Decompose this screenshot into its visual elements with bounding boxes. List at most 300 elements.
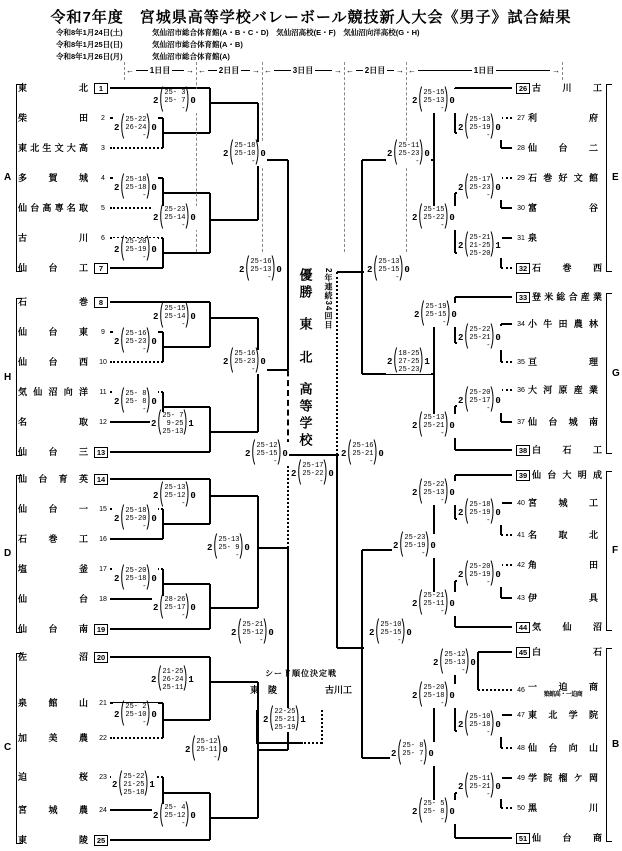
score-loser-sets: 0 bbox=[260, 149, 266, 159]
day-label: 3日目 bbox=[292, 65, 314, 75]
team-row bbox=[514, 172, 614, 184]
set-scores: ( 25-10 25-15 - ) bbox=[379, 621, 401, 645]
team-name: 伊具 bbox=[528, 593, 598, 603]
group-label: H bbox=[4, 372, 12, 383]
bracket-line bbox=[336, 455, 338, 648]
set-scores: ( 25-20 25-19 - ) bbox=[124, 238, 146, 262]
team-row bbox=[18, 804, 110, 816]
score-loser-sets: 1 bbox=[300, 715, 306, 725]
set-scores: ( 28-26 25-17 - ) bbox=[163, 596, 185, 620]
team-row bbox=[514, 802, 614, 814]
score-loser-sets: 0 bbox=[495, 508, 501, 518]
team-number: 16 bbox=[99, 535, 107, 543]
champion-column bbox=[296, 268, 314, 450]
bracket-line bbox=[209, 479, 211, 524]
team-number: 18 bbox=[99, 595, 107, 603]
match-score bbox=[413, 303, 458, 327]
arrow-left-icon: ← bbox=[346, 65, 354, 75]
team-row bbox=[514, 82, 614, 94]
team-name: 仙台工 bbox=[18, 263, 88, 273]
team-row bbox=[18, 416, 110, 428]
team-name: 大河原産業 bbox=[528, 385, 598, 395]
team-name: 佐沼 bbox=[18, 652, 88, 662]
score-loser-sets: 0 bbox=[449, 691, 455, 701]
set-scores: ( 25-17 25-23 - ) bbox=[468, 176, 490, 200]
score-winner-sets: 2 bbox=[458, 183, 464, 193]
match-score bbox=[184, 738, 229, 762]
bracket-line bbox=[110, 737, 163, 739]
score-winner-sets: 2 bbox=[153, 603, 159, 613]
team-name: 気仙沼 bbox=[532, 622, 602, 632]
set-scores: ( 25-16 25-23 - ) bbox=[124, 330, 146, 354]
team-number: 34 bbox=[517, 320, 525, 328]
team-row bbox=[514, 291, 614, 303]
score-loser-sets: 0 bbox=[222, 745, 228, 755]
schedule-row bbox=[56, 27, 419, 39]
team-number: 7 bbox=[94, 263, 108, 274]
bracket-line bbox=[501, 777, 512, 779]
set-scores: ( 25-12 25-15 - ) bbox=[255, 442, 277, 466]
match-score bbox=[390, 742, 435, 766]
score-loser-sets: 0 bbox=[424, 149, 430, 159]
team-name: 石巻工 bbox=[18, 534, 88, 544]
score-winner-sets: 2 bbox=[114, 123, 120, 133]
team-number: 23 bbox=[99, 773, 107, 781]
group-bracket bbox=[16, 475, 17, 633]
schedule-date: 令和8年1月24日(土) bbox=[56, 28, 123, 37]
team-name: 仙台向山 bbox=[528, 743, 598, 753]
score-winner-sets: 2 bbox=[114, 183, 120, 193]
score-loser-sets: 0 bbox=[151, 245, 157, 255]
bracket-line bbox=[337, 647, 364, 649]
team-number: 15 bbox=[99, 505, 107, 513]
bracket-line bbox=[287, 455, 289, 648]
match-score bbox=[411, 481, 456, 505]
team-name: 学院榴ケ岡 bbox=[528, 773, 598, 783]
bracket-line bbox=[163, 192, 210, 194]
team-number: 1 bbox=[94, 83, 108, 94]
bracket-line bbox=[288, 454, 339, 456]
bracket-line bbox=[210, 219, 258, 221]
bracket-line bbox=[501, 207, 512, 209]
team-name: 角田 bbox=[528, 560, 598, 570]
match-score bbox=[457, 501, 502, 525]
match-score bbox=[113, 507, 158, 531]
schedule bbox=[56, 27, 419, 63]
bracket-line bbox=[501, 267, 512, 269]
set-scores: ( 25- 7 9-25 25-13 ) bbox=[161, 412, 183, 436]
team-name: 東北学院 bbox=[528, 710, 598, 720]
team-name: 塩釜 bbox=[18, 564, 88, 574]
team-name: 富谷 bbox=[528, 203, 598, 213]
match-score bbox=[152, 89, 197, 113]
team-name: 多賀城 bbox=[18, 173, 88, 183]
team-row bbox=[514, 444, 614, 456]
team-number: 49 bbox=[517, 774, 525, 782]
bracket-line bbox=[110, 361, 163, 363]
score-loser-sets: 0 bbox=[495, 782, 501, 792]
bracket-line bbox=[337, 271, 364, 273]
schedule-row bbox=[56, 51, 419, 63]
match-score bbox=[113, 390, 158, 414]
set-scores: ( 25-22 21-25 25-18 ) bbox=[122, 773, 144, 797]
team-number: 40 bbox=[517, 499, 525, 507]
score-winner-sets: 2 bbox=[367, 265, 373, 275]
team-row bbox=[18, 142, 110, 154]
score-loser-sets: 0 bbox=[244, 543, 250, 553]
score-winner-sets: 2 bbox=[412, 599, 418, 609]
bracket-line bbox=[501, 534, 512, 536]
team-name: 気仙沼向洋 bbox=[18, 387, 88, 397]
score-loser-sets: 0 bbox=[268, 628, 274, 638]
bracket-line bbox=[163, 583, 210, 585]
score-winner-sets: 2 bbox=[114, 710, 120, 720]
bracket-line bbox=[163, 132, 210, 134]
bracket-line bbox=[256, 710, 258, 744]
match-score bbox=[392, 534, 437, 558]
arrow-left-icon: ← bbox=[264, 65, 272, 75]
team-number: 47 bbox=[517, 711, 525, 719]
score-loser-sets: 0 bbox=[282, 449, 288, 459]
match-score bbox=[113, 238, 158, 262]
team-row bbox=[18, 771, 110, 783]
team-number: 36 bbox=[517, 386, 525, 394]
score-loser-sets: 0 bbox=[430, 541, 436, 551]
match-score bbox=[222, 350, 267, 374]
bracket-line bbox=[163, 719, 210, 721]
score-winner-sets: 2 bbox=[458, 570, 464, 580]
set-scores: ( 25-18 25-19 - ) bbox=[468, 501, 490, 525]
bracket-line bbox=[110, 839, 210, 841]
score-loser-sets: 0 bbox=[470, 658, 476, 668]
score-winner-sets: 2 bbox=[412, 807, 418, 817]
score-loser-sets: 0 bbox=[190, 603, 196, 613]
bracket-line bbox=[501, 177, 512, 179]
team-combined-note: 築館高・一迫商 bbox=[543, 692, 583, 698]
bracket-line bbox=[110, 451, 210, 453]
team-name: 仙台二 bbox=[528, 143, 598, 153]
match-score bbox=[152, 206, 197, 230]
set-scores: ( 25- 4 25-12 - ) bbox=[163, 804, 185, 828]
score-winner-sets: 2 bbox=[414, 310, 420, 320]
team-name: 宮城農 bbox=[18, 805, 88, 815]
team-number: 29 bbox=[517, 174, 525, 182]
group-bracket bbox=[16, 298, 17, 456]
set-scores: ( 25-21 25-12 - ) bbox=[241, 621, 263, 645]
day-separator-line bbox=[562, 62, 563, 80]
day-label: 1日目 bbox=[149, 65, 171, 75]
team-row bbox=[514, 684, 614, 696]
team-number: 37 bbox=[517, 418, 525, 426]
set-scores: ( 22-25 25-21 25-19 ) bbox=[273, 708, 295, 732]
day-segment bbox=[346, 64, 404, 76]
team-number: 51 bbox=[516, 833, 530, 844]
set-scores: ( 25- 8 25- 7 - ) bbox=[401, 742, 423, 766]
set-scores: ( 25-16 25-21 - ) bbox=[351, 442, 373, 466]
team-number: 41 bbox=[517, 531, 525, 539]
group-label: F bbox=[612, 545, 619, 556]
bracket-line bbox=[455, 87, 512, 89]
score-winner-sets: 2 bbox=[263, 715, 269, 725]
team-row bbox=[18, 232, 110, 244]
match-score bbox=[457, 176, 502, 200]
team-name: 登米総合産業 bbox=[532, 292, 602, 302]
set-scores: ( 25-23 25-19 - ) bbox=[403, 534, 425, 558]
bracket-line bbox=[257, 496, 259, 608]
score-loser-sets: 0 bbox=[190, 96, 196, 106]
team-name: 仙台城南 bbox=[528, 417, 598, 427]
score-winner-sets: 2 bbox=[458, 782, 464, 792]
team-number: 32 bbox=[516, 263, 530, 274]
team-number: 22 bbox=[99, 734, 107, 742]
score-winner-sets: 2 bbox=[153, 811, 159, 821]
team-row bbox=[514, 621, 614, 633]
set-scores: ( 25-18 25-20 - ) bbox=[124, 507, 146, 531]
score-winner-sets: 2 bbox=[153, 312, 159, 322]
score-winner-sets: 2 bbox=[458, 333, 464, 343]
team-name: 白石 bbox=[532, 647, 602, 657]
score-loser-sets: 0 bbox=[449, 421, 455, 431]
bracket-line bbox=[455, 626, 512, 628]
match-score bbox=[111, 773, 156, 797]
score-loser-sets: 0 bbox=[151, 183, 157, 193]
day-separator-line bbox=[124, 62, 125, 80]
group-bracket bbox=[606, 471, 607, 631]
match-score bbox=[368, 621, 413, 645]
arrow-left-icon: ← bbox=[408, 65, 416, 75]
team-name: 仙台高専名取 bbox=[18, 203, 88, 213]
score-loser-sets: 0 bbox=[328, 469, 334, 479]
team-name: 東陵 bbox=[18, 835, 88, 845]
bracket-line bbox=[210, 102, 258, 104]
bracket-line bbox=[361, 160, 363, 374]
team-number: 26 bbox=[516, 83, 530, 94]
set-scores: ( 21-25 26-24 25-11 ) bbox=[161, 668, 183, 692]
team-name: 名取 bbox=[18, 417, 88, 427]
team-number: 30 bbox=[517, 204, 525, 212]
set-scores: ( 25-15 25-14 - ) bbox=[163, 305, 185, 329]
set-scores: ( 25-15 25-13 - ) bbox=[422, 89, 444, 113]
set-scores: ( 25-21 25-11 - ) bbox=[422, 592, 444, 616]
score-winner-sets: 2 bbox=[185, 745, 191, 755]
bracket-line bbox=[501, 502, 512, 504]
team-row bbox=[514, 529, 614, 541]
team-row bbox=[514, 832, 614, 844]
team-name: 東北生文大高 bbox=[18, 143, 88, 153]
bracket-line bbox=[163, 523, 210, 525]
score-loser-sets: 0 bbox=[495, 183, 501, 193]
score-winner-sets: 2 bbox=[153, 213, 159, 223]
set-scores: ( 25-10 25-18 - ) bbox=[468, 713, 490, 737]
team-row bbox=[18, 473, 110, 485]
score-winner-sets: 2 bbox=[458, 396, 464, 406]
score-winner-sets: 2 bbox=[391, 749, 397, 759]
match-score bbox=[457, 116, 502, 140]
team-row bbox=[514, 497, 614, 509]
team-row bbox=[514, 356, 614, 368]
score-loser-sets: 1 bbox=[188, 419, 194, 429]
team-name: 宮城工 bbox=[528, 498, 598, 508]
team-name: 仙台育英 bbox=[18, 474, 88, 484]
match-score bbox=[262, 708, 307, 732]
score-winner-sets: 2 bbox=[114, 514, 120, 524]
match-score bbox=[457, 713, 502, 737]
team-name: 石巻好文館 bbox=[528, 173, 598, 183]
team-row bbox=[18, 732, 110, 744]
match-score bbox=[411, 206, 456, 230]
bracket-line bbox=[501, 564, 512, 566]
match-score bbox=[340, 442, 385, 466]
bracket-line bbox=[478, 651, 512, 653]
team-number: 14 bbox=[94, 474, 108, 485]
set-scores: ( 25- 8 25- 8 - ) bbox=[124, 390, 146, 414]
score-loser-sets: 0 bbox=[190, 491, 196, 501]
set-scores: ( 25-11 25-23 - ) bbox=[397, 142, 419, 166]
team-row bbox=[514, 112, 614, 124]
bracket-line bbox=[501, 323, 512, 325]
score-winner-sets: 2 bbox=[412, 691, 418, 701]
set-scores: ( 25-17 25-22 - ) bbox=[301, 462, 323, 486]
team-row bbox=[18, 533, 110, 545]
bracket-line bbox=[501, 237, 512, 239]
team-number: 43 bbox=[517, 594, 525, 602]
score-loser-sets: 0 bbox=[276, 265, 282, 275]
team-row bbox=[514, 262, 614, 274]
score-winner-sets: 2 bbox=[114, 245, 120, 255]
score-loser-sets: 0 bbox=[495, 123, 501, 133]
bracket-line bbox=[501, 714, 512, 716]
seed-match-title: シード順位決定戦 bbox=[265, 669, 337, 678]
set-scores: ( 25-13 25-12 - ) bbox=[163, 484, 185, 508]
score-loser-sets: 0 bbox=[449, 213, 455, 223]
set-scores: ( 25- 3 25- 7 - ) bbox=[163, 89, 185, 113]
team-number: 12 bbox=[99, 418, 107, 426]
team-row bbox=[514, 559, 614, 571]
score-loser-sets: 1 bbox=[149, 780, 155, 790]
bracket-line bbox=[501, 361, 512, 363]
set-scores: ( 25-12 25-11 - ) bbox=[195, 738, 217, 762]
champion-name: 高等学校 bbox=[297, 381, 313, 450]
team-number: 4 bbox=[101, 174, 105, 182]
schedule-venues: 気仙沼市総合体育館(A・B・C・D) 気仙沼高校(E・F) 気仙沼向洋高校(G・H) bbox=[152, 28, 420, 37]
bracket-line bbox=[257, 742, 301, 744]
team-row bbox=[514, 202, 614, 214]
set-scores: ( 25- 5 25- 8 - ) bbox=[422, 800, 444, 824]
match-score bbox=[432, 651, 477, 675]
team-row bbox=[18, 356, 110, 368]
day-label: 1日目 bbox=[473, 65, 495, 75]
arrow-right-icon: → bbox=[186, 65, 195, 75]
bracket-line bbox=[210, 495, 258, 497]
bracket-line bbox=[209, 302, 211, 347]
score-loser-sets: 0 bbox=[495, 333, 501, 343]
score-winner-sets: 2 bbox=[458, 720, 464, 730]
score-loser-sets: 0 bbox=[406, 628, 412, 638]
team-name: 泉 bbox=[528, 233, 538, 243]
bracket-line bbox=[501, 389, 512, 391]
day-label: 2日目 bbox=[218, 65, 240, 75]
match-score bbox=[113, 567, 158, 591]
seed-match-team-left: 東 陵 bbox=[250, 685, 278, 695]
team-number: 28 bbox=[517, 144, 525, 152]
champion-label: 優勝 bbox=[297, 268, 313, 302]
team-number: 17 bbox=[99, 565, 107, 573]
score-loser-sets: 0 bbox=[449, 807, 455, 817]
schedule-venues: 気仙沼市総合体育館(A・B) bbox=[152, 40, 243, 49]
team-row bbox=[18, 202, 110, 214]
seed-ranking-match bbox=[246, 668, 356, 696]
team-name: 仙台商 bbox=[532, 833, 602, 843]
team-row bbox=[18, 651, 110, 663]
team-row bbox=[18, 386, 110, 398]
score-winner-sets: 2 bbox=[412, 213, 418, 223]
set-scores: ( 25-16 25-23 - ) bbox=[233, 350, 255, 374]
team-number: 6 bbox=[101, 234, 105, 242]
match-score bbox=[150, 412, 195, 436]
team-number: 31 bbox=[517, 234, 525, 242]
set-scores: ( 25-16 25-13 - ) bbox=[249, 258, 271, 282]
bracket-line bbox=[163, 346, 210, 348]
bracket-line bbox=[501, 597, 512, 599]
team-number: 19 bbox=[94, 624, 108, 635]
champion-name: 北 bbox=[297, 349, 313, 367]
team-number: 5 bbox=[101, 204, 105, 212]
team-name: 古川工 bbox=[532, 83, 602, 93]
set-scores: ( 25-15 25-22 - ) bbox=[422, 206, 444, 230]
team-row bbox=[18, 834, 110, 846]
score-loser-sets: 0 bbox=[151, 397, 157, 407]
team-number: 38 bbox=[516, 445, 530, 456]
match-score bbox=[113, 116, 158, 140]
bracket-line bbox=[501, 747, 512, 749]
match-score bbox=[206, 536, 251, 560]
match-score bbox=[150, 668, 195, 692]
team-number: 10 bbox=[99, 358, 107, 366]
bracket-line bbox=[501, 147, 512, 149]
score-loser-sets: 0 bbox=[449, 96, 455, 106]
set-scores: ( 25-13 25-15 - ) bbox=[377, 258, 399, 282]
score-loser-sets: 0 bbox=[190, 811, 196, 821]
score-loser-sets: 0 bbox=[449, 599, 455, 609]
bracket-line bbox=[455, 837, 512, 839]
team-name: 黒川 bbox=[528, 803, 598, 813]
match-score bbox=[152, 305, 197, 329]
bracket-line bbox=[209, 88, 211, 133]
score-winner-sets: 2 bbox=[114, 337, 120, 347]
set-scores: ( 25-19 25-15 - ) bbox=[424, 303, 446, 327]
set-scores: ( 25-18 25-10 - ) bbox=[233, 142, 255, 166]
set-scores: ( 25-22 26-24 - ) bbox=[124, 116, 146, 140]
team-row bbox=[18, 503, 110, 515]
arrow-right-icon: → bbox=[396, 65, 405, 75]
day-segment bbox=[408, 64, 560, 76]
set-scores: ( 25- 2 25-10 - ) bbox=[124, 703, 146, 727]
team-row bbox=[18, 82, 110, 94]
bracket-line bbox=[455, 474, 512, 476]
set-scores: ( 25-23 25-14 - ) bbox=[163, 206, 185, 230]
match-score bbox=[238, 258, 283, 282]
score-winner-sets: 2 bbox=[151, 419, 157, 429]
team-number: 48 bbox=[517, 744, 525, 752]
score-winner-sets: 2 bbox=[291, 469, 297, 479]
schedule-row bbox=[56, 39, 419, 51]
bracket-line bbox=[209, 193, 211, 253]
score-winner-sets: 2 bbox=[239, 265, 245, 275]
day-segment bbox=[264, 64, 342, 76]
score-winner-sets: 2 bbox=[114, 397, 120, 407]
bracket-line bbox=[210, 607, 258, 609]
team-row bbox=[514, 416, 614, 428]
